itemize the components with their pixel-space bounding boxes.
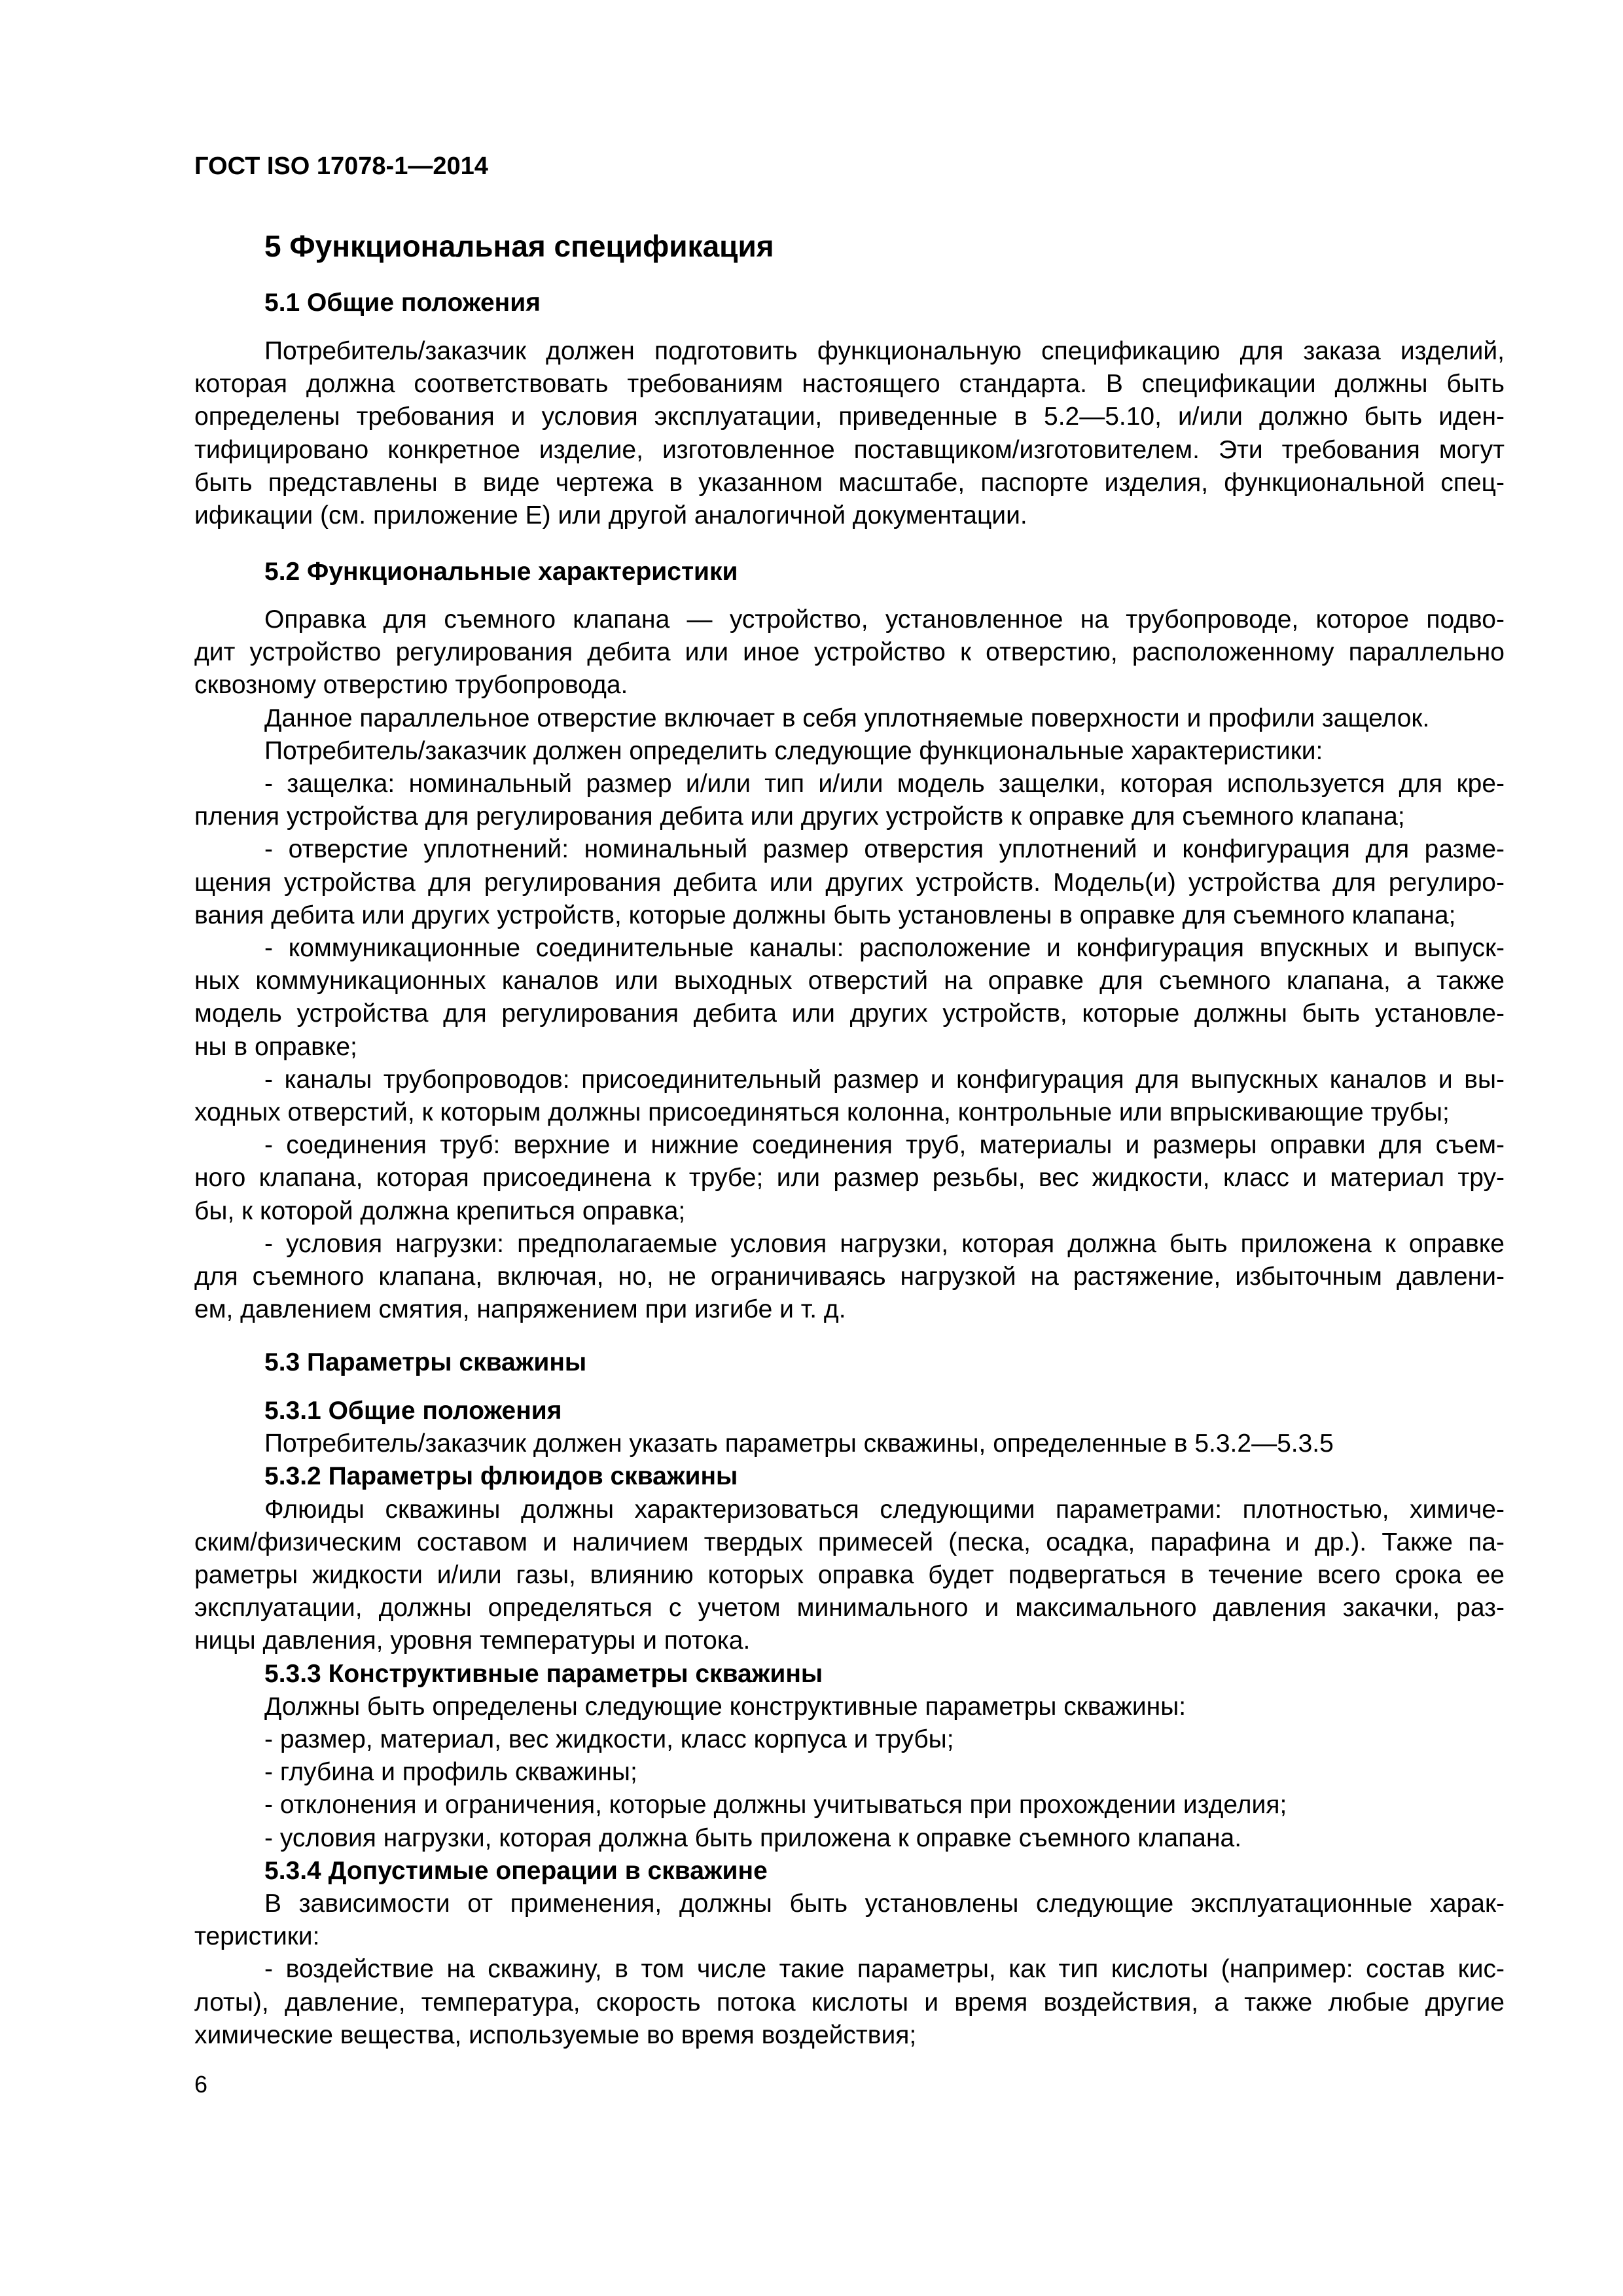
text-line: ницы давления, уровня температуры и потока. [194,1626,751,1655]
page-number: 6 [194,2071,208,2098]
text-line: ским/физическим составом и наличием твердых примесей (песка, осадка, парафина и др.). Также па- [194,1528,1505,1556]
text-line: - условия нагрузки: предполагаемые условия нагрузки, которая должна быть приложена к оправке [264,1229,1505,1258]
text-line: Потребитель/заказчик должен подготовить функциональную спецификацию для заказа изделий, [264,337,1505,365]
text-line: для съемного клапана, включая, но, не ограничиваясь нагрузкой на растяжение, избыточным давлени- [194,1263,1505,1291]
text-line: - размер, материал, вес жидкости, класс корпуса и трубы; [264,1725,954,1754]
text-line: - коммуникационные соединительные каналы: расположение и конфигурация впускных и выпуск- [264,934,1505,963]
text-line: лоты), давление, температура, скорость потока кислоты и время воздействия, а также любые другие [194,1988,1505,2017]
document-header: ГОСТ ISO 17078-1—2014 [194,152,488,180]
text-line: Должны быть определены следующие конструктивные параметры скважины: [264,1692,1186,1721]
text-line: - отклонения и ограничения, которые должны учитываться при прохождении изделия; [264,1791,1287,1820]
paragraph [194,1888,1505,1953]
text-line: вания дебита или других устройств, которые должны быть установлены в оправке для съемного клапана; [194,901,1456,929]
paragraph [194,768,1505,833]
text-line: ходных отверстий, к которым должны присоединяться колонна, контрольные или впрыскивающие трубы; [194,1098,1450,1127]
subsection-heading: 5.1 Общие положения [264,289,541,317]
text-line: - соединения труб: верхние и нижние соединения труб, материалы и размеры оправки для съем- [264,1131,1505,1160]
text-line: ных коммуникационных каналов или выходных отверстий на оправке для съемного клапана, а также [194,967,1505,996]
text-line: которая должна соответствовать требованиям настоящего стандарта. В спецификации должны быть [194,370,1505,399]
text-line: эксплуатации, должны определяться с учетом минимального и максимального давления закачки, раз- [194,1594,1505,1623]
paragraph [194,735,1505,768]
section-5-3-body [194,1395,1505,2052]
paragraph [194,1228,1505,1327]
paragraph [194,1953,1505,2052]
paragraph [194,833,1505,932]
text-line: - отверстие уплотнений: номинальный размер отверстия уплотнений и конфигурация для разме- [264,835,1505,864]
text-line: ны в оправке; [194,1032,357,1061]
text-line: - защелка: номинальный размер и/или тип и/или модель защелки, которая используется для кре- [264,770,1505,798]
text-line: В зависимости от применения, должны быть установлены следующие эксплуатационные харак- [264,1890,1505,1918]
text-line: пления устройства для регулирования дебита или других устройств к оправке для съемного клапана; [194,802,1405,831]
text-line: Флюиды скважины должны характеризоваться следующими параметрами: плотностью, химиче- [264,1495,1505,1524]
subsection-heading: 5.2 Функциональные характеристики [264,558,738,586]
text-line: тифицировано конкретное изделие, изготовленное поставщиком/изготовителем. Эти требования могут [194,435,1505,464]
text-line: Оправка для съемного клапана — устройство, установленное на трубопроводе, которое подво- [264,605,1505,634]
text-line: Потребитель/заказчик должен определить следующие функциональные характеристики: [264,736,1323,765]
text-line: химические вещества, используемые во время воздействия; [194,2020,917,2049]
text-line: щения устройства для регулирования дебита или других устройств. Модель(и) устройства для регулиро- [194,868,1505,897]
subsection-heading: 5.3.4 Допустимые операции в скважине [264,1856,768,1885]
text-line: - глубина и профиль скважины; [264,1758,637,1787]
text-line: - каналы трубопроводов: присоединительный размер и конфигурация для выпускных каналов и вы- [264,1065,1505,1094]
text-line: - воздействие на скважину, в том числе такие параметры, как тип кислоты (например: состав кис- [264,1955,1505,1984]
paragraph [194,1494,1505,1658]
section-title: 5 Функциональная спецификация [264,229,774,263]
section-5-1-heading [194,287,1505,319]
subsection-heading: 5.3.3 Конструктивные параметры скважины [264,1659,823,1688]
paragraph [194,1789,1505,1821]
paragraph [194,603,1505,702]
text-line: ем, давлением смятия, напряжением при изгибе и т. д. [194,1295,846,1324]
text-line: ного клапана, которая присоединена к трубе; или размер резьбы, вес жидкости, класс и материал тру- [194,1164,1505,1193]
paragraph [194,932,1505,1064]
subsection-heading: 5.3.2 Параметры флюидов скважины [264,1462,738,1491]
paragraph [194,1064,1505,1129]
text-line: теристики: [194,1922,320,1951]
paragraph [194,702,1505,735]
text-line: Данное параллельное отверстие включает в себя уплотняемые поверхности и профили защелок. [264,704,1430,732]
text-line: бы, к которой должна крепиться оправка; [194,1196,686,1225]
subsection-heading: 5.3 Параметры скважины [264,1348,587,1376]
paragraph [194,1756,1505,1789]
paragraph [194,1129,1505,1228]
text-line: дит устройство регулирования дебита или иное устройство к отверстию, расположенному параллельно [194,638,1505,667]
paragraph [194,1723,1505,1756]
text-line: - условия нагрузки, которая должна быть приложена к оправке съемного клапана. [264,1823,1242,1852]
section-5-3-heading [194,1346,1505,1379]
text-line: ификации (см. приложение Е) или другой аналогичной документации. [194,501,1027,530]
text-line: модель устройства для регулирования дебита или других устройств, которые должны быть установле- [194,999,1505,1028]
text-line: раметры жидкости и/или газы, влиянию которых оправка будет подвергаться в течение всего срока ее [194,1561,1505,1590]
paragraph [194,335,1505,532]
section-5-2-heading [194,556,1505,588]
paragraph [194,1691,1505,1723]
paragraph [194,1427,1505,1460]
text-line: сквозному отверстию трубопровода. [194,671,628,700]
section-5-1-body [194,335,1505,532]
text-line: определены требования и условия эксплуатации, приведенные в 5.2—5.10, и/или должно быть иден- [194,403,1505,431]
section-5-2-body [194,603,1505,1326]
subsection-heading: 5.3.1 Общие положения [264,1397,562,1425]
paragraph [194,1822,1505,1855]
text-line: быть представлены в виде чертежа в указанном масштабе, паспорте изделия, функциональной спец- [194,468,1505,497]
text-line: Потребитель/заказчик должен указать параметры скважины, определенные в 5.3.2—5.3.5 [264,1429,1334,1458]
